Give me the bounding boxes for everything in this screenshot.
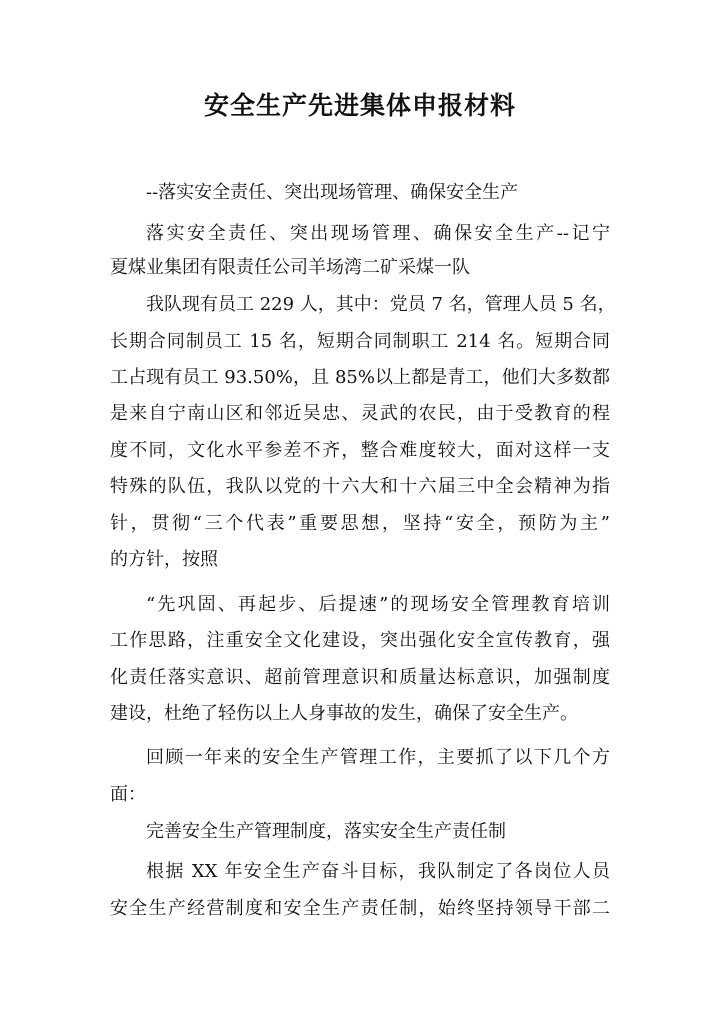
paragraph-line: 化责任落实意识、超前管理意识和质量达标意识，加强制度 [110,667,610,688]
document-title: 安全生产先进集体申报材料 [203,91,516,120]
paragraph-line: 工占现有员工 93.50%，且 85%以上都是青工，他们大多数都 [110,367,610,388]
paragraph-line: “先巩固、再起步、后提速”的现场安全管理教育培训 [146,594,610,615]
paragraph-line: 工作思路，注重安全文化建设，突出强化安全宣传教育，强 [110,630,610,651]
paragraph-line: 特殊的队伍，我队以党的十六大和十六届三中全会精神为指 [110,476,610,497]
paragraph-line: 度不同，文化水平参差不齐，整合难度较大，面对这样一支 [110,440,610,461]
paragraph-line: 建设，杜绝了轻伤以上人身事故的发生，确保了安全生产。 [110,703,578,724]
paragraph-line: 根据 XX 年安全生产奋斗目标，我队制定了各岗位人员 [146,861,610,882]
paragraph-line: 回顾一年来的安全生产管理工作，主要抓了以下几个方 [146,747,610,768]
paragraph-line: 的方针，按照 [110,549,218,570]
paragraph-line: 夏煤业集团有限责任公司羊场湾二矿采煤一队 [110,257,470,278]
section-heading: 完善安全生产管理制度，落实安全生产责任制 [146,821,506,842]
paragraph-line: 是来自宁南山区和邻近吴忠、灵武的农民，由于受教育的程 [110,403,610,424]
paragraph-line: 落实安全责任、突出现场管理、确保安全生产--记宁 [146,223,610,244]
paragraph-line: 面： [110,784,146,805]
paragraph-line: 我队现有员工 229 人，其中：党员 7 名，管理人员 5 名， [146,294,616,315]
paragraph-line: 安全生产经营制度和安全生产责任制，始终坚持领导干部二 [110,898,610,919]
subtitle-line: --落实安全责任、突出现场管理、确保安全生产 [146,182,519,203]
paragraph-line: 长期合同制员工 15 名，短期合同制职工 214 名。短期合同 [110,331,610,352]
paragraph-line: 针，贯彻“三个代表”重要思想，坚持“安全，预防为主” [110,513,610,534]
